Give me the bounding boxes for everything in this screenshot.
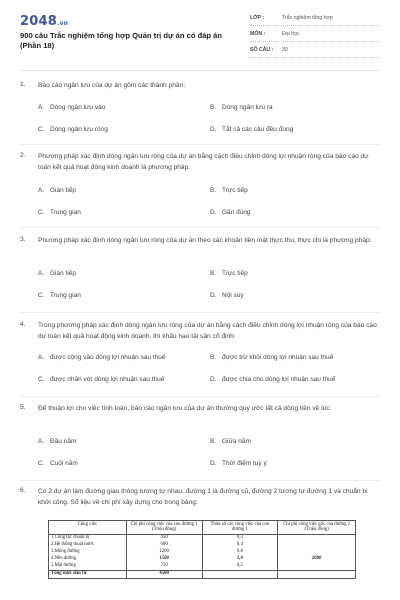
option-b[interactable] (210, 354, 333, 361)
option-text: Dòng ngân lưu vào (50, 104, 106, 111)
option-letter: A. (38, 104, 45, 111)
meta-subject-value: Đại học (282, 31, 300, 37)
option-d[interactable] (210, 460, 267, 467)
option-text: Gián tiếp (50, 187, 77, 194)
meta-class-row (250, 12, 380, 26)
option-c[interactable] (38, 209, 81, 216)
option-c[interactable] (38, 460, 78, 467)
option-text: Dòng ngân lưu ròng (50, 126, 108, 133)
option-letter: D. (210, 460, 217, 467)
question-4 (20, 321, 380, 393)
option-b[interactable] (210, 270, 248, 277)
option-a[interactable] (38, 104, 105, 111)
meta-count-value: 30 (282, 47, 288, 53)
total-label-cell: Tổng mức đầu tư (49, 570, 127, 578)
cost2-cell (278, 563, 356, 570)
question-text: Trong phương pháp xác định dòng ngân lưu ròng của dự án bằng cách điều chỉnh dòng lợi nhuận ròng của báo cáo dự toán kết quả hoạt động kinh doanh, thì khấu hao tài sản cố định: (38, 322, 377, 340)
option-letter: A. (38, 270, 45, 277)
option-letter: B. (210, 104, 217, 111)
table-header-cell: Thừa số các công việc của con đường 1 (202, 521, 278, 535)
option-d[interactable] (210, 292, 244, 299)
question-6 (20, 487, 380, 519)
option-letter: D. (210, 126, 217, 133)
table-row (49, 542, 356, 549)
site-logo[interactable] (20, 14, 68, 29)
option-letter: B. (210, 438, 217, 445)
option-b[interactable] (210, 187, 248, 194)
cost2-cell (278, 542, 356, 549)
question-separator (20, 396, 380, 397)
table-row (49, 556, 356, 563)
question-text: Để thuận lợi cho việc tính toán, báo cáo ngân lưu của dự án thường quy ước tất cả dòng tiền về lúc: (38, 405, 332, 412)
table-row (49, 549, 356, 556)
cost1-cell: 450 (126, 534, 202, 541)
table-header-cell: Chi phí công việc gốc của đường 2 (Triệu đồng) (278, 521, 356, 535)
option-text: Trực tiếp (222, 270, 248, 277)
question-2 (20, 152, 380, 224)
option-text: Nội suy (222, 292, 244, 299)
option-letter: C. (38, 376, 45, 383)
option-text: Tất cả các câu đều đúng (222, 126, 294, 133)
empty-cell (278, 570, 356, 578)
empty-cell (202, 570, 278, 578)
question-number: 6. (20, 487, 26, 494)
option-letter: A. (38, 438, 45, 445)
option-text: Gián tiếp (50, 270, 77, 277)
option-a[interactable] (38, 187, 76, 194)
cost1-cell: 1200 (126, 549, 202, 556)
question-text: Phương pháp xác định dòng ngân lưu ròng của dự án theo các khoản tiền mặt thực thu, thực chi là phương pháp: (38, 237, 372, 244)
factor-cell: 0,5 (202, 563, 278, 570)
option-letter: C. (38, 292, 45, 299)
option-text: được trừ khỏi dòng lợi nhuận sau thuế (222, 354, 334, 361)
option-text: Thời điểm tuỳ ý (222, 460, 267, 467)
question-text: Có 2 dự án làm đường giao thông tương tự nhau. đường 1 là đường cũ, đường 2 tương tự đường 1 và chuẩn bị khởi công. Số liệu về chi phí xây dựng cho trong bảng: (38, 488, 368, 506)
document-meta (250, 12, 380, 60)
meta-count-row (250, 44, 380, 58)
meta-class-label: LỚP : (250, 15, 265, 21)
option-letter: D. (210, 292, 217, 299)
option-c[interactable] (38, 376, 164, 383)
option-c[interactable] (38, 126, 108, 133)
table-header-row (49, 521, 356, 535)
question-text: Báo cáo ngân lưu của dự án gồm các thành phần: (38, 82, 186, 89)
option-letter: D. (210, 209, 217, 216)
document-title: 900 câu Trắc nghiệm tổng hợp Quản trị dự án có đáp án (Phần 18) (20, 31, 223, 50)
meta-subject-label: MÔN : (250, 31, 266, 37)
option-text: Cuối năm (50, 460, 78, 467)
option-c[interactable] (38, 292, 81, 299)
total-value-cell: 4500 (126, 570, 202, 578)
question-number: 3. (20, 236, 26, 243)
meta-count-label: SỐ CÂU : (250, 47, 274, 53)
option-text: được chia cho dòng lợi nhuận sau thuế (222, 376, 336, 383)
question-separator (20, 144, 380, 145)
question-separator (20, 480, 380, 481)
option-b[interactable] (210, 104, 273, 111)
question-separator (20, 312, 380, 313)
factor-cell: 0,8 (202, 549, 278, 556)
table-header-cell: Chi phí công việc của con đường 1 (Triệu đồng) (126, 521, 202, 535)
task-cell: 4.Nền đường (49, 556, 127, 563)
option-letter: B. (210, 354, 217, 361)
option-d[interactable] (210, 209, 251, 216)
header-divider (20, 70, 380, 71)
option-text: được cộng vào dòng lợi nhuận sau thuế (50, 354, 166, 361)
cost1-cell: 750 (126, 563, 202, 570)
option-a[interactable] (38, 270, 76, 277)
option-d[interactable] (210, 126, 293, 133)
cost2-cell (278, 534, 356, 541)
option-text: Giữa năm (222, 438, 251, 445)
table-header-cell: Công việc (49, 521, 127, 535)
task-cell: 1.Công tác chuẩn bị (49, 534, 127, 541)
cost2-cell: 2000 (278, 556, 356, 563)
option-letter: A. (38, 187, 45, 194)
cost-table (48, 520, 356, 579)
task-cell: 5.Mặt đường (49, 563, 127, 570)
logo-text: 2048 (20, 14, 57, 29)
meta-subject-row (250, 28, 380, 42)
option-letter: C. (38, 460, 45, 467)
option-text: Trung gian (50, 209, 81, 216)
question-number: 4. (20, 321, 26, 328)
question-text: Phương pháp xác định dòng ngân lưu ròng của dự án bằng cách điều chỉnh dòng lợi nhuận ròng của báo cáo dự toán kết quả hoạt động kinh doanh là phương pháp: (38, 153, 369, 171)
logo-suffix: .vn (56, 20, 69, 27)
task-cell: 2.Hệ thống thoát nước (49, 542, 127, 549)
meta-class-value: Trắc nghiệm tổng hợp (282, 15, 333, 21)
option-text: được nhân với dòng lợi nhuận sau thuế (50, 376, 165, 383)
question-number: 1. (20, 81, 26, 88)
option-text: Gần đúng (222, 209, 251, 216)
option-letter: D. (210, 376, 217, 383)
option-b[interactable] (210, 438, 251, 445)
question-3 (20, 236, 380, 308)
option-letter: B. (210, 187, 217, 194)
option-letter: A. (38, 354, 45, 361)
option-text: Trung gian (50, 292, 81, 299)
page-header (0, 0, 400, 68)
option-text: Trực tiếp (222, 187, 248, 194)
table-row (49, 563, 356, 570)
question-number: 5. (20, 404, 26, 411)
table-total-row (49, 570, 356, 578)
option-letter: B. (210, 270, 217, 277)
task-cell: 3.Móng đường (49, 549, 127, 556)
option-a[interactable] (38, 354, 166, 361)
question-separator (20, 227, 380, 228)
option-a[interactable] (38, 438, 76, 445)
option-letter: C. (38, 209, 45, 216)
cost2-cell (278, 549, 356, 556)
table-row (49, 534, 356, 541)
question-number: 2. (20, 152, 26, 159)
factor-cell: 0,4 (202, 542, 278, 549)
factor-cell: 0,3 (202, 534, 278, 541)
option-text: Dòng ngân lưu ra (222, 104, 273, 111)
option-letter: C. (38, 126, 45, 133)
question-1 (20, 81, 380, 141)
cost1-cell: 600 (126, 542, 202, 549)
option-d[interactable] (210, 376, 335, 383)
cost1-cell: 1500 (126, 556, 202, 563)
option-text: Đầu năm (50, 438, 77, 445)
question-5 (20, 404, 380, 476)
factor-cell: 1,0 (202, 556, 278, 563)
